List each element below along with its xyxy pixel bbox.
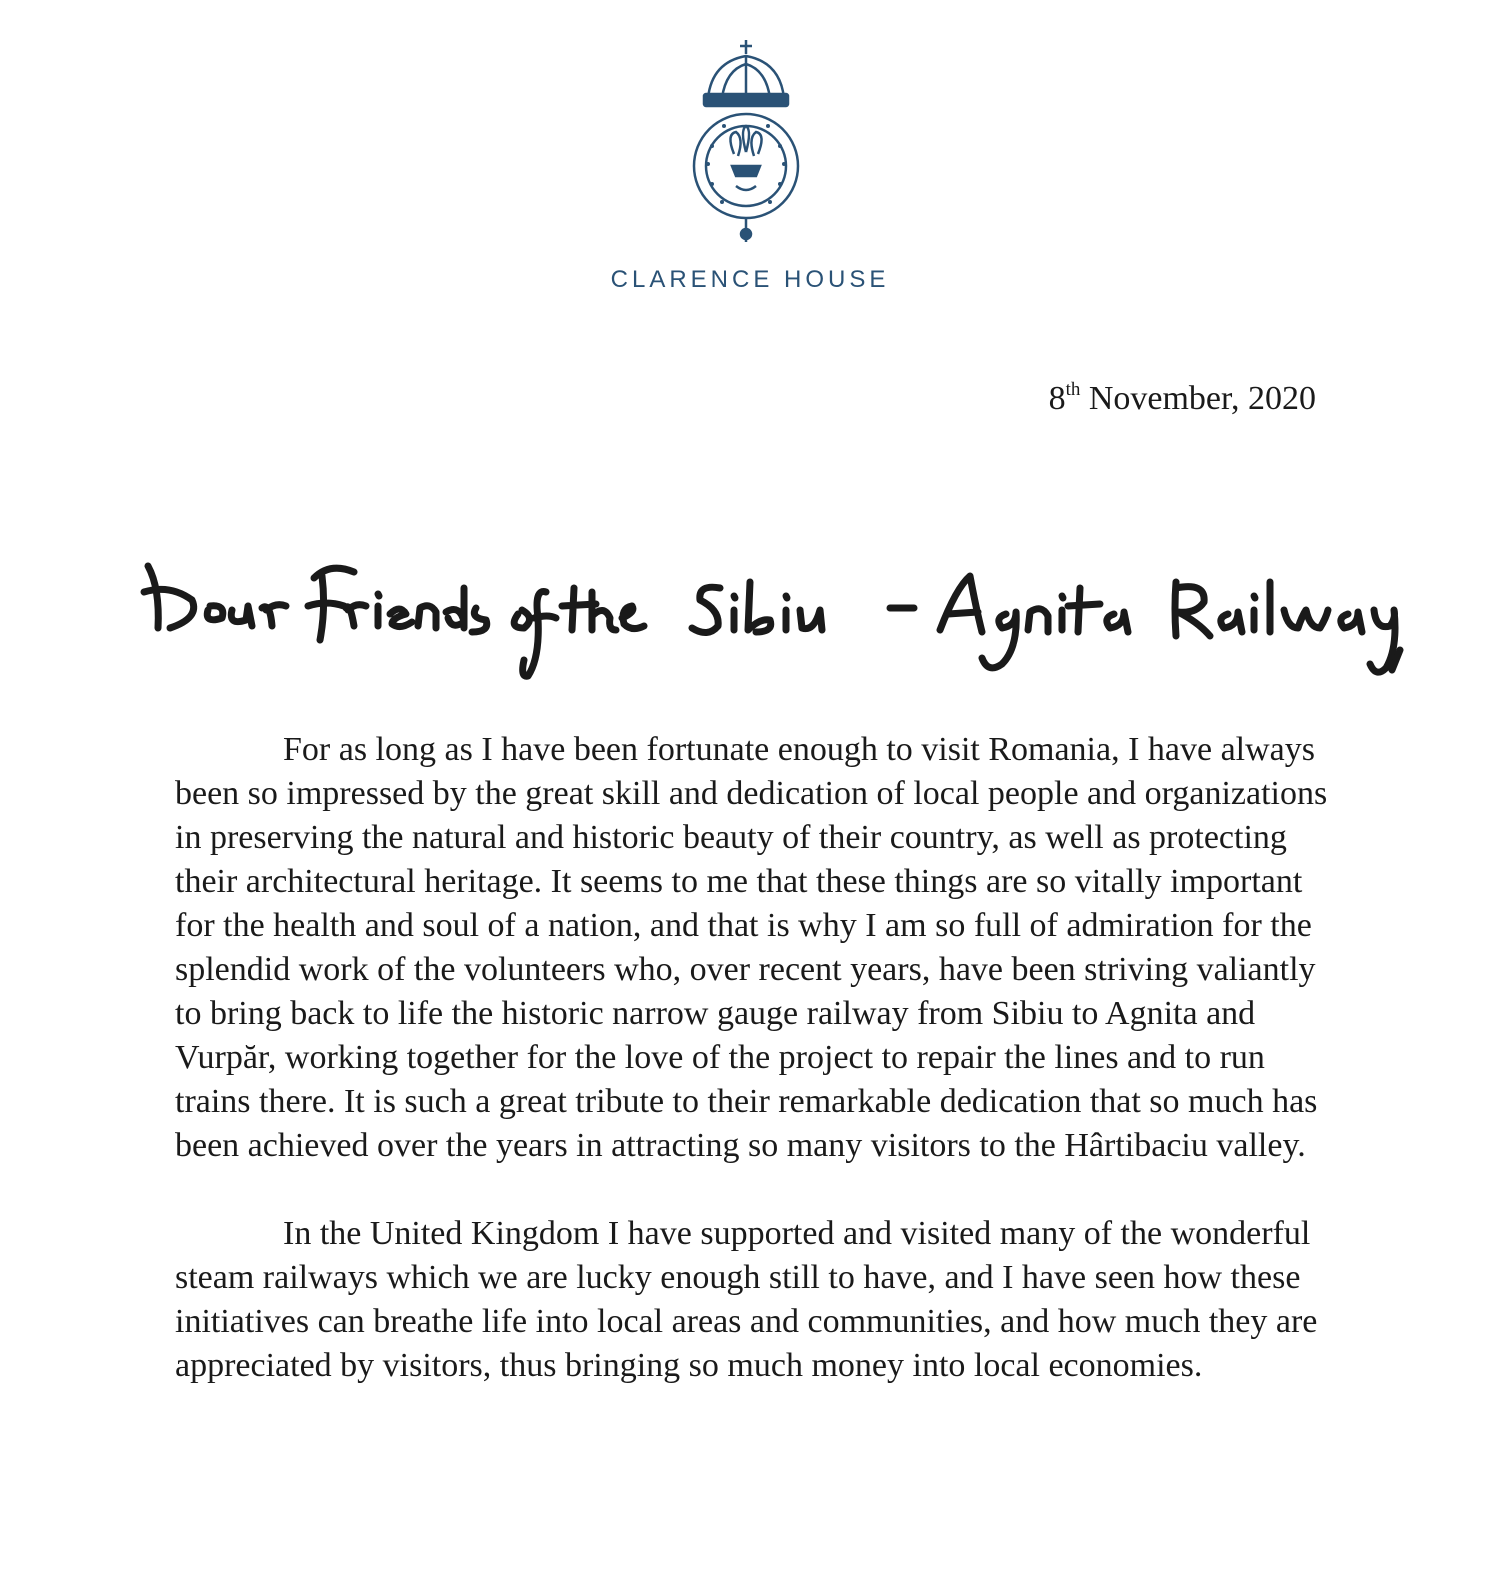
body-paragraph-2: In the United Kingdom I have supported and visited many of the wonderful steam railways which we are lucky enough still to have, and I have seen how these initiatives can breathe life into local areas and communities, and how much they are appreciated by visitors, thus bringing so much money into local economies.: [175, 1215, 1318, 1384]
letterhead-title: CLARENCE HOUSE: [610, 266, 890, 293]
letter-body: [175, 728, 1335, 1388]
handwritten-salutation: [130, 548, 1430, 698]
crest-icon: [682, 36, 810, 246]
body-paragraph-1: For as long as I have been fortunate enough to visit Romania, I have always been so impressed by the great skill and dedication of local people and organizations in preserving the natural and historic beauty of their country, as well as protecting their architectural heritage. It seems to me that these things are so vitally important for the health and soul of a nation, and that is why I am so full of admiration for the splendid work of the volunteers who, over recent years, have been striving valiantly to bring back to life the historic narrow gauge railway from Sibiu to Agnita and Vurpăr, working together for the love of the project to repair the lines and to run trains there. It is such a great tribute to their remarkable dedication that so much has been achieved over the years in attracting so many visitors to the Hârtibaciu valley.: [175, 731, 1328, 1164]
date-day: 8: [1048, 380, 1066, 417]
letter-date: [1049, 380, 1316, 418]
date-month-year: November, 2020: [1080, 380, 1316, 417]
date-suffix: th: [1065, 379, 1081, 400]
